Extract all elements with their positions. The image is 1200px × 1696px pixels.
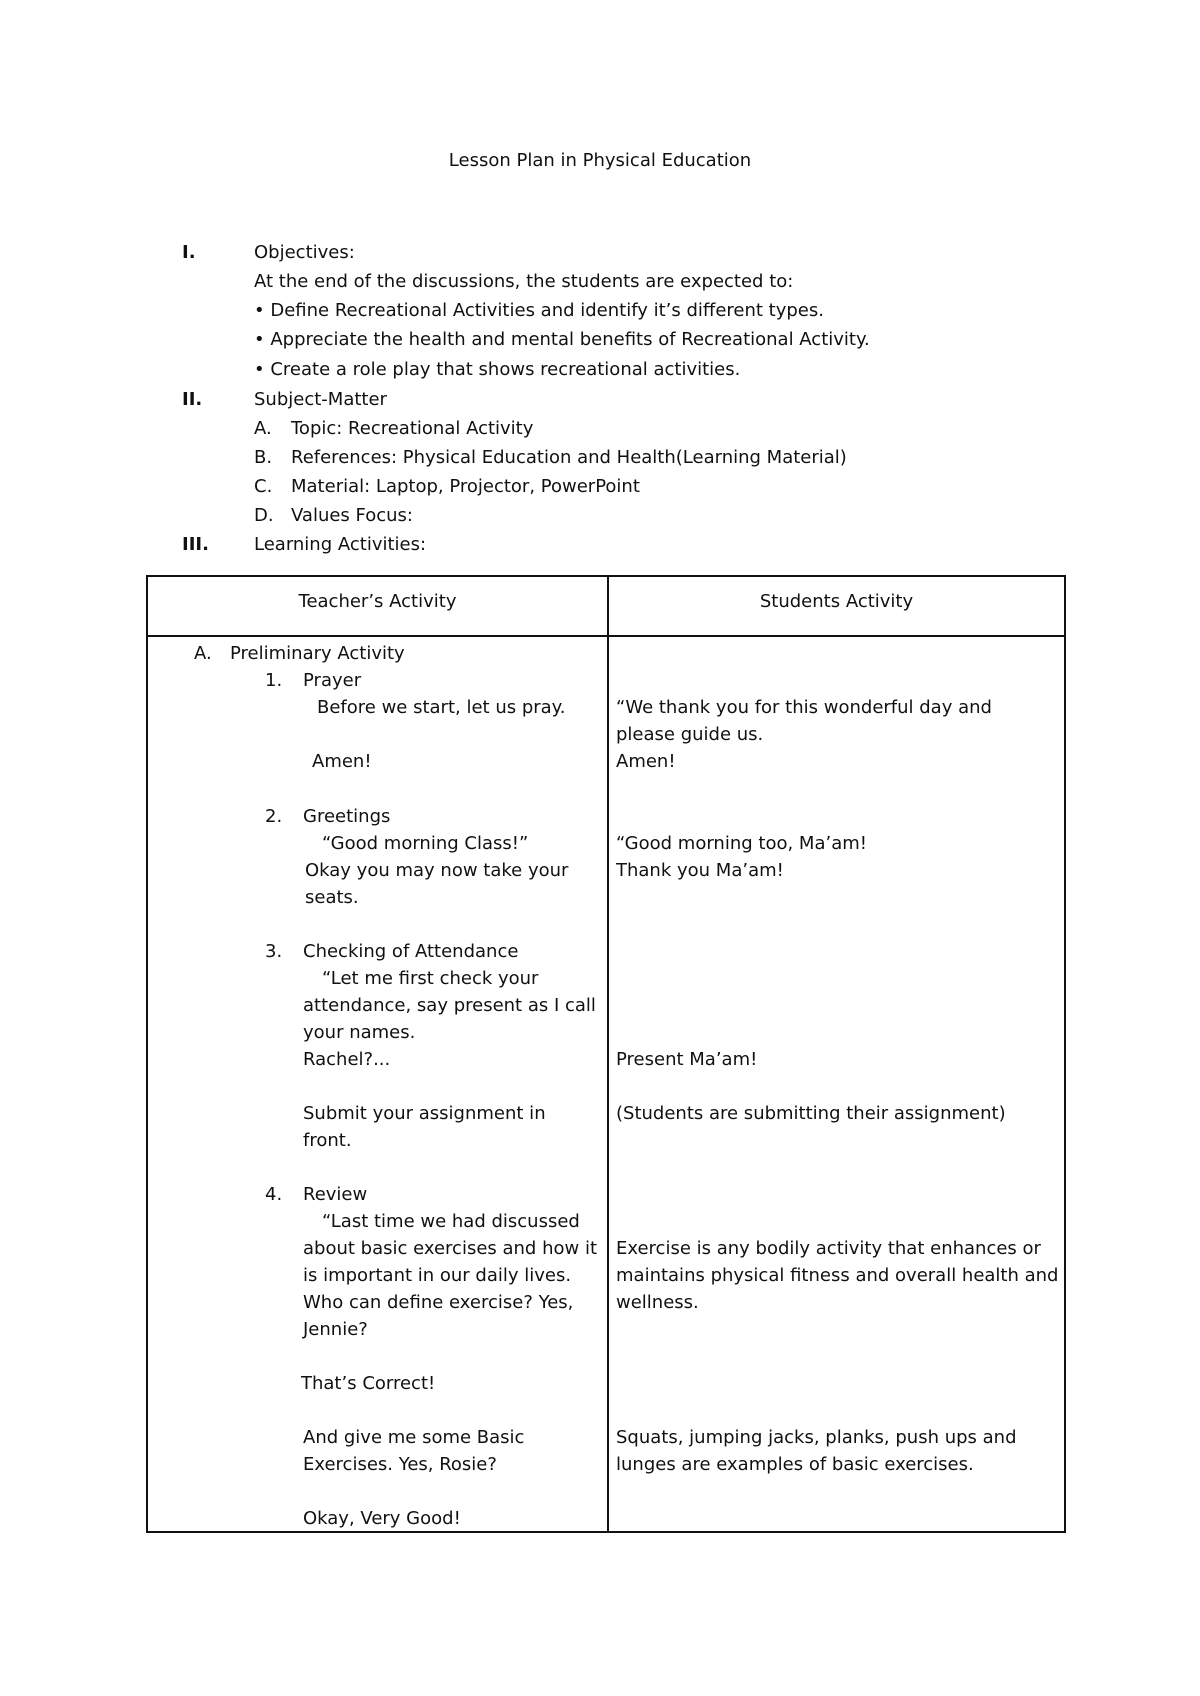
- teacher-line: attendance, say present as I call: [303, 995, 596, 1016]
- header-teacher-activity: Teacher’s Activity: [298, 591, 457, 612]
- teacher-line: Submit your assignment in: [303, 1103, 546, 1124]
- teacher-line: That’s Correct!: [301, 1373, 436, 1394]
- student-line: Exercise is any bodily activity that enhances or: [616, 1238, 1041, 1259]
- section-numeral-3: III.: [182, 534, 209, 555]
- section-numeral-2: II.: [182, 389, 203, 410]
- subject-item-letter: D.: [254, 505, 274, 526]
- teacher-line: front.: [303, 1130, 352, 1151]
- item-number: 4.: [265, 1184, 283, 1205]
- subject-matter-heading: Subject-Matter: [254, 389, 387, 410]
- teacher-line: Okay, Very Good!: [303, 1508, 461, 1529]
- student-line: (Students are submitting their assignment): [616, 1103, 1006, 1124]
- subject-item-letter: C.: [254, 476, 273, 497]
- activity-table: [146, 575, 1066, 1533]
- table-column-divider: [607, 577, 609, 1531]
- item-number: 2.: [265, 806, 283, 827]
- subject-item-letter: B.: [254, 447, 273, 468]
- subject-item-values: Values Focus:: [291, 505, 414, 526]
- preliminary-letter: A.: [194, 643, 212, 664]
- teacher-line: Rachel?...: [303, 1049, 391, 1070]
- teacher-line: Before we start, let us pray.: [317, 697, 566, 718]
- subject-item-material: Material: Laptop, Projector, PowerPoint: [291, 476, 640, 497]
- header-students-activity: Students Activity: [759, 591, 914, 612]
- objective-bullet: • Create a role play that shows recreational activities.: [254, 359, 741, 380]
- student-line: Squats, jumping jacks, planks, push ups and: [616, 1427, 1017, 1448]
- item-number: 3.: [265, 941, 283, 962]
- student-line: please guide us.: [616, 724, 764, 745]
- attendance-label: Checking of Attendance: [303, 941, 519, 962]
- section-numeral-1: I.: [182, 242, 196, 263]
- teacher-line: about basic exercises and how it: [303, 1238, 598, 1259]
- subject-item-letter: A.: [254, 418, 272, 439]
- student-line: “We thank you for this wonderful day and: [616, 697, 992, 718]
- objective-bullet: • Define Recreational Activities and identify it’s different types.: [254, 300, 824, 321]
- student-line: Amen!: [616, 751, 676, 772]
- student-line: wellness.: [616, 1292, 699, 1313]
- teacher-line: “Good morning Class!”: [322, 833, 529, 854]
- objectives-heading: Objectives:: [254, 242, 355, 263]
- teacher-line: And give me some Basic: [303, 1427, 525, 1448]
- student-line: maintains physical fitness and overall health and: [616, 1265, 1059, 1286]
- teacher-line: Who can define exercise? Yes,: [303, 1292, 574, 1313]
- teacher-line: “Let me first check your: [322, 968, 539, 989]
- teacher-line: Jennie?: [303, 1319, 368, 1340]
- student-line: “Good morning too, Ma’am!: [616, 833, 867, 854]
- teacher-line: seats.: [305, 887, 359, 908]
- subject-item-topic: Topic: Recreational Activity: [291, 418, 534, 439]
- teacher-line: Exercises. Yes, Rosie?: [303, 1454, 497, 1475]
- teacher-line: “Last time we had discussed: [322, 1211, 580, 1232]
- teacher-line: your names.: [303, 1022, 416, 1043]
- teacher-line: Okay you may now take your: [305, 860, 569, 881]
- student-line: lunges are examples of basic exercises.: [616, 1454, 974, 1475]
- teacher-line: is important in our daily lives.: [303, 1265, 572, 1286]
- item-number: 1.: [265, 670, 283, 691]
- student-line: Thank you Ma’am!: [616, 860, 784, 881]
- teacher-line: Amen!: [312, 751, 372, 772]
- preliminary-label: Preliminary Activity: [230, 643, 405, 664]
- objectives-intro: At the end of the discussions, the students are expected to:: [254, 271, 794, 292]
- page-title: Lesson Plan in Physical Education: [448, 150, 752, 171]
- student-line: Present Ma’am!: [616, 1049, 758, 1070]
- subject-item-references: References: Physical Education and Health(Learning Material): [291, 447, 847, 468]
- table-header-divider: [148, 635, 1064, 637]
- greetings-label: Greetings: [303, 806, 391, 827]
- learning-activities-heading: Learning Activities:: [254, 534, 427, 555]
- objective-bullet: • Appreciate the health and mental benefits of Recreational Activity.: [254, 329, 870, 350]
- prayer-label: Prayer: [303, 670, 362, 691]
- review-label: Review: [303, 1184, 368, 1205]
